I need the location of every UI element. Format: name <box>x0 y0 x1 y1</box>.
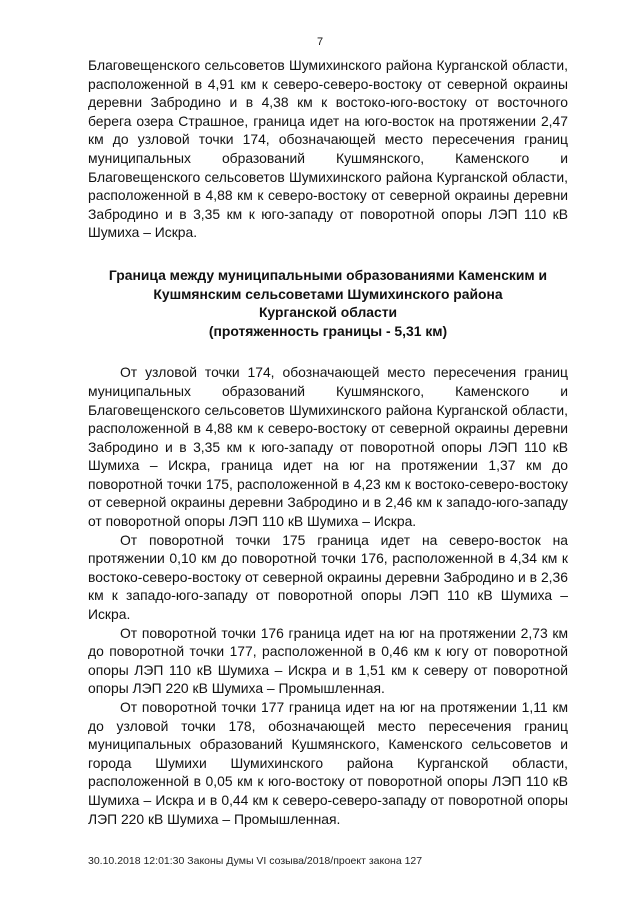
section-heading-line-2: Кушмянским сельсоветами Шумихинского района <box>153 285 503 302</box>
section-heading-line-1: Граница между муниципальными образованиями Каменским и <box>108 266 548 283</box>
intro-paragraph: Благовещенского сельсоветов Шумихинского района Курганской области, расположенной в 4,91 км к северо-северо-востоку от северной окраины деревни Забродино и в 4,38 км к востоко-юго-востоку от восточного берега озера Страшное, граница идет на юго-восток на протяжении 2,47 км до узловой точки 174, обозначающей место пересечения границ муниципальных образований Кушмянского, Каменского и Благовещенского сельсоветов Шумихинского района Курганской области, расположенной в 4,88 км к северо-востоку от северной окраины деревни Забродино и в 3,35 км к юго-западу от поворотной опоры ЛЭП 110 кВ Шумиха – Искра. <box>88 57 568 241</box>
paragraph-4: От поворотной точки 177 граница идет на юг на протяжении 1,11 км до узловой точки 178, обозначающей место пересечения границ муниципальных образований Кушмянского, Каменского сельсоветов и города Шумихи Шумихинского района Курганской области, расположенной в 0,05 км к юго-востоку от поворотной опоры ЛЭП 110 кВ Шумиха – Искра и в 0,44 км к северо-северо-западу от поворотной опоры ЛЭП 220 кВ Шумиха – Промышленная. <box>88 699 568 827</box>
section-heading-line-4: (протяженность границы - 5,31 км) <box>208 322 448 339</box>
paragraph-1: От узловой точки 174, обозначающей место пересечения границ муниципальных образований Кушмянского, Каменского и Благовещенского сельсоветов Шумихинского района Курганской области, расположенной в 4,88 км к северо-востоку от северной окраины деревни Забродино и в 3,35 км к юго-западу от поворотной опоры ЛЭП 110 кВ Шумиха – Искра, граница идет на юг на протяжении 1,37 км до поворотной точки 175, расположенной в 4,23 км к востоко-северо-востоку от северной окраины деревни Забродино и в 2,46 км к западо-юго-западу от поворотной опоры ЛЭП 110 кВ Шумиха – Искра. <box>88 364 568 530</box>
document-footer: 30.10.2018 12:01:30 Законы Думы VI созыва/2018/проект закона 127 <box>88 855 423 867</box>
paragraph-2: От поворотной точки 175 граница идет на северо-восток на протяжении 0,10 км до поворотной точки 176, расположенной в 4,34 км к востоко-северо-востоку от северной окраины деревни Забродино и в 2,36 км к западо-юго-западу от поворотной опоры ЛЭП 110 кВ Шумиха – Искра. <box>88 531 568 623</box>
paragraph-3: От поворотной точки 176 граница идет на юг на протяжении 2,73 км до поворотной точки 177, расположенной в 0,46 км к югу от поворотной опоры ЛЭП 110 кВ Шумиха – Искра и в 1,51 км к северу от поворотной опоры ЛЭП 220 кВ Шумиха – Промышленная. <box>88 624 568 697</box>
document-body <box>88 56 568 828</box>
section-heading-line-3: Курганской области <box>258 304 398 321</box>
page-number: 7 <box>316 36 324 48</box>
section-heading <box>88 266 568 340</box>
